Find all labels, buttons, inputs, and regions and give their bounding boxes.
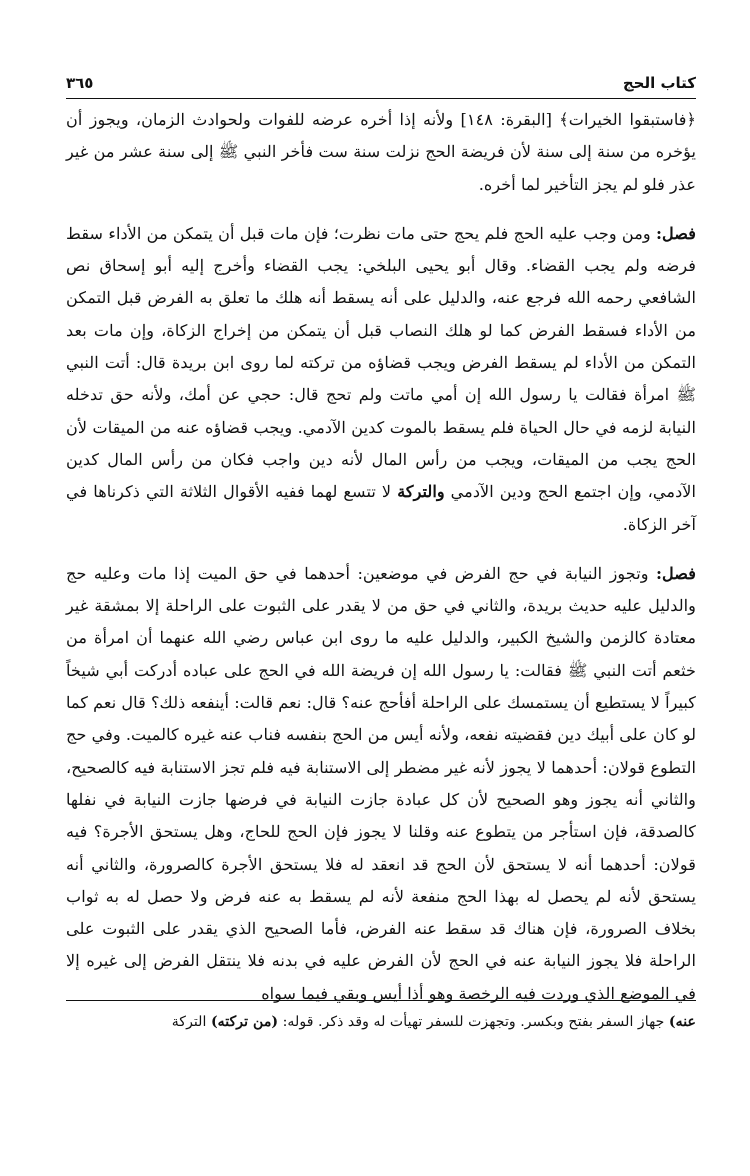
page-number: ٣٦٥ [66,74,94,92]
text-run: لا تتسع لهما ففيه الأقوال الثلاثة التي ذكرناها في آخر الزكاة. [66,482,696,534]
text-run-bold: والتركة [397,482,445,502]
footnote-run: جهاز السفر بفتح وبكسر. وتجهزت للسفر تهيأت له وقد ذكر. قوله: [278,1014,669,1030]
running-title: كتاب الحج [622,74,696,92]
footnote [66,1008,696,1036]
footnote-run: التركة [171,1014,211,1030]
paragraph-continuation [66,104,696,201]
section-label: فصل: [655,223,696,243]
text-run: وتجوز النيابة في حج الفرض في موضعين: أحدهما في حق الميت إذا مات وعليه حج والدليل عليه حديث بريدة، والثاني في حق من لا يقدر على الثبوت على الراحلة إلا بمشقة غير معتادة كالزمن والشيخ الكبير، والدليل عليه ما روى ابن عباس رضي الله عنهما أن امرأة من خثعم أتت النبي ﷺ فقالت: يا رسول الله إن فريضة الله في الحج على عباده أدركت أبي شيخاً كبيراً لا يستطيع أن يستمسك على الراحلة أفأحج عنه؟ قال: نعم قالت: أينفعه ذلك؟ قال نعم كما لو كان على أبيك دين فقضيته نفعه، ولأنه أيس من الحج بنفسه فناب عنه غيره كالميت. وفي حج التطوع قولان: أحدهما لا يجوز لأنه غير مضطر إلى الاستنابة فيه فلم تجز الاستنابة فيه كالصحيح، والثاني أنه يجوز وهو الصحيح لأن كل عبادة جازت النيابة في فرضها جازت النيابة في نفلها كالصدقة، فإن استأجر من يتطوع عنه وقلنا لا يجوز فإن الحج للحاج، وهل يستحق الأجرة؟ فيه قولان: أحدهما أنه لا يستحق لأن الحج قد انعقد له فلا يستحق الأجرة كالصرورة، والثاني أنه يستحق لأنه لم يحصل له بهذا الحج منفعة لأنه لم يسقط به عنه فرض ولا حصل له به ثواب بخلاف الصرورة، فإن هناك قد سقط عنه الفرض، فأما الصحيح الذي يقدر على الثبوت على الراحلة فلا يجوز النيابة عنه في الحج لأن الفرض عليه في بدنه فلا ينتقل الفرض إلى غيره إلا في الموضع الذي وردت فيه الرخصة وهو أذا أيس وبقي فيما سواه [66,563,696,1003]
footnote-run-bold: عنه) [668,1014,696,1030]
section-label: فصل: [655,563,696,583]
footnote-separator [66,1000,696,1001]
main-text [66,104,696,1010]
text-run: ﴿فاستبقوا الخيرات﴾ [البقرة: ١٤٨] ولأنه إذا أخره عرضه للفوات ولحوادث الزمان، ويجوز أن يؤخره من سنة إلى سنة لأن فريضة الحج نزلت سنة ست فأخر النبي ﷺ إلى سنة عشر من غير عذر فلو لم يجز التأخير لما أخره. [66,110,696,194]
header-rule [66,98,696,99]
paragraph-fasl-proxy [66,558,696,1010]
footnote-run-bold: (من تركته) [210,1014,279,1030]
page-header [66,70,696,92]
text-run: ومن وجب عليه الحج فلم يحج حتى مات نظرت؛ فإن مات قبل أن يتمكن من الأداء سقط فرضه ولم يجب القضاء. وقال أبو يحيى البلخي: يجب القضاء وأخرج إليه أبو إسحاق نص الشافعي رحمه الله فرجع عنه، والدليل على أنه يسقط أنه هلك ما تعلق به الفرض قبل التمكن من الأداء فسقط الفرض كما لو هلك النصاب قبل أن يتمكن من إخراج الزكاة، وإن مات بعد التمكن من الأداء لم يسقط الفرض ويجب قضاؤه من تركته لما روى ابن بريدة قال: أتت النبي ﷺ امرأة فقالت يا رسول الله إن أمي ماتت ولم تحج قال: حجي عن أمك، ولأنه حق تدخله النيابة لزمه في حال الحياة فلم يسقط بالموت كدين الآدمي. ويجب قضاؤه عنه من الميقات لأن الحج يجب من الميقات، ويجب من رأس المال لأنه دين واجب فكان من رأس المال كدين الآدمي، وإن اجتمع الحج ودين الآدمي [66,223,697,502]
paragraph-fasl-inheritance [66,218,696,541]
